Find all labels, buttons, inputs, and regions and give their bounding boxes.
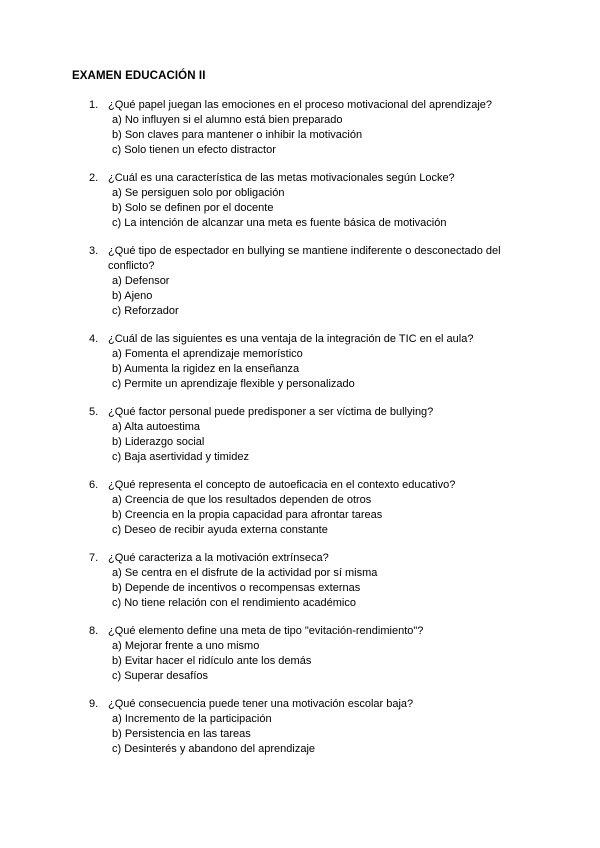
option-a: a) Alta autoestima bbox=[112, 421, 201, 433]
option-b: b) Ajeno bbox=[112, 290, 153, 302]
option-a: a) Defensor bbox=[112, 275, 170, 287]
option-a: a) No influyen si el alumno está bien preparado bbox=[112, 114, 343, 126]
option-list bbox=[112, 274, 600, 319]
question-number: 6. bbox=[89, 479, 99, 491]
option-list bbox=[112, 186, 600, 231]
question-number: 8. bbox=[89, 625, 99, 637]
option-b: b) Aumenta la rigidez en la enseñanza bbox=[112, 363, 300, 375]
option-list bbox=[112, 566, 600, 611]
question-6 bbox=[0, 478, 600, 538]
option-c: c) Superar desafíos bbox=[112, 670, 208, 682]
option-b: b) Son claves para mantener o inhibir la motivación bbox=[112, 129, 363, 141]
exam-title: EXAMEN EDUCACIÓN II bbox=[72, 70, 206, 82]
question-list bbox=[0, 98, 600, 770]
question-1 bbox=[0, 98, 600, 158]
question-7 bbox=[0, 551, 600, 611]
question-number: 3. bbox=[89, 245, 99, 257]
option-b: b) Creencia en la propia capacidad para afrontar tareas bbox=[112, 509, 383, 521]
question-text: ¿Qué caracteriza a la motivación extrínseca? bbox=[108, 552, 329, 564]
option-a: a) Fomenta el aprendizaje memorístico bbox=[112, 348, 303, 360]
question-number: 5. bbox=[89, 406, 99, 418]
option-list bbox=[112, 493, 600, 538]
option-c: c) No tiene relación con el rendimiento académico bbox=[112, 597, 356, 609]
option-b: b) Persistencia en las tareas bbox=[112, 728, 251, 740]
question-2 bbox=[0, 171, 600, 231]
option-b: b) Solo se definen por el docente bbox=[112, 202, 274, 214]
question-text: ¿Cuál de las siguientes es una ventaja de la integración de TIC en el aula? bbox=[108, 333, 474, 345]
question-text: ¿Qué tipo de espectador en bullying se mantiene indiferente o desconectado del conflicto? bbox=[108, 245, 501, 272]
option-a: a) Se persiguen solo por obligación bbox=[112, 187, 285, 199]
option-list bbox=[112, 113, 600, 158]
question-4 bbox=[0, 332, 600, 392]
question-8 bbox=[0, 624, 600, 684]
question-text: ¿Qué factor personal puede predisponer a ser víctima de bullying? bbox=[108, 406, 434, 418]
option-a: a) Creencia de que los resultados dependen de otros bbox=[112, 494, 372, 506]
option-c: c) Reforzador bbox=[112, 305, 179, 317]
option-c: c) Solo tienen un efecto distractor bbox=[112, 144, 276, 156]
option-c: c) Deseo de recibir ayuda externa constante bbox=[112, 524, 328, 536]
option-c: c) Permite un aprendizaje flexible y personalizado bbox=[112, 378, 355, 390]
option-list bbox=[112, 639, 600, 684]
question-number: 9. bbox=[89, 698, 99, 710]
option-a: a) Se centra en el disfrute de la actividad por sí misma bbox=[112, 567, 378, 579]
question-text: ¿Qué representa el concepto de autoeficacia en el contexto educativo? bbox=[108, 479, 456, 491]
question-number: 4. bbox=[89, 333, 99, 345]
question-number: 7. bbox=[89, 552, 99, 564]
question-text: ¿Cuál es una característica de las metas motivacionales según Locke? bbox=[108, 172, 455, 184]
option-a: a) Mejorar frente a uno mismo bbox=[112, 640, 260, 652]
option-c: c) Desinterés y abandono del aprendizaje bbox=[112, 743, 316, 755]
question-3 bbox=[0, 244, 600, 319]
question-text: ¿Qué consecuencia puede tener una motivación escolar baja? bbox=[108, 698, 414, 710]
option-b: b) Depende de incentivos o recompensas externas bbox=[112, 582, 361, 594]
question-text: ¿Qué papel juegan las emociones en el proceso motivacional del aprendizaje? bbox=[108, 99, 493, 111]
option-b: b) Liderazgo social bbox=[112, 436, 205, 448]
option-list bbox=[112, 420, 600, 465]
question-number: 2. bbox=[89, 172, 99, 184]
option-b: b) Evitar hacer el ridículo ante los demás bbox=[112, 655, 312, 667]
question-number: 1. bbox=[89, 99, 99, 111]
question-text: ¿Qué elemento define una meta de tipo "evitación-rendimiento"? bbox=[108, 625, 424, 637]
option-list bbox=[112, 712, 600, 757]
option-c: c) Baja asertividad y timidez bbox=[112, 451, 249, 463]
option-a: a) Incremento de la participación bbox=[112, 713, 272, 725]
question-5 bbox=[0, 405, 600, 465]
option-list bbox=[112, 347, 600, 392]
option-c: c) La intención de alcanzar una meta es fuente básica de motivación bbox=[112, 217, 447, 229]
question-9 bbox=[0, 697, 600, 757]
